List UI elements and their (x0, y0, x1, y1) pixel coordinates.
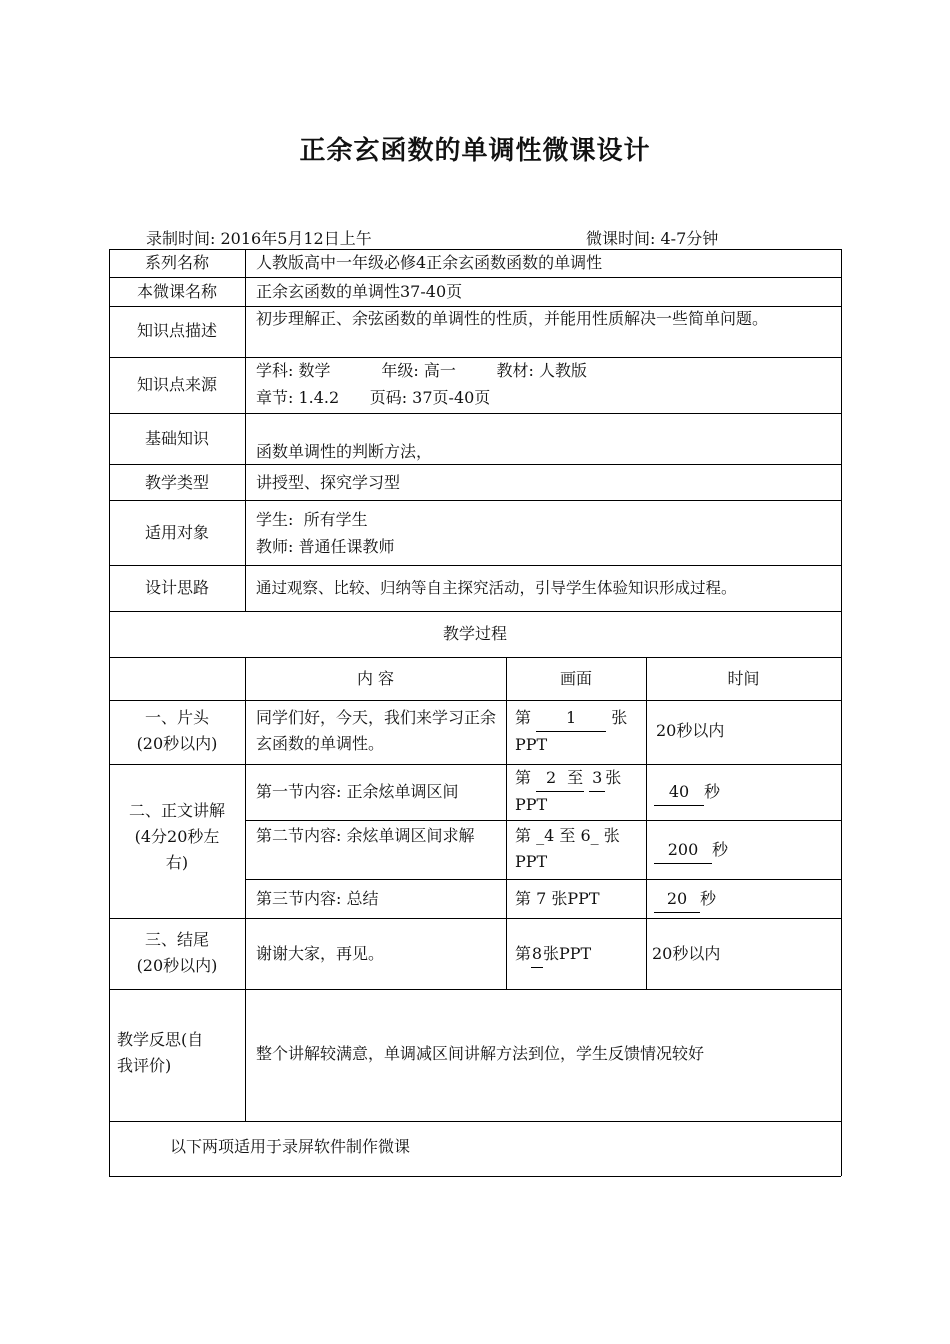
audience-teachers: 教师: 普通任课教师 (256, 537, 395, 556)
page-title: 正余玄函数的单调性微课设计 (299, 136, 651, 166)
section3-screen: 第 7 张PPT (515, 889, 600, 908)
source-line1: 学科: 数学 年级: 高一 教材: 人教版 (256, 361, 587, 380)
ending-content: 谢谢大家，再见。 (256, 944, 385, 963)
col-time-header: 时间 (727, 669, 760, 688)
section3-time: 20 秒 (654, 886, 716, 913)
col-content-header: 内 容 (356, 669, 395, 688)
description-label: 知识点描述 (136, 321, 217, 340)
col-screen-header: 画面 (559, 669, 592, 688)
section2-content: 第二节内容: 余炫单调区间求解 (256, 826, 475, 845)
series-label: 系列名称 (144, 253, 209, 272)
audience-label: 适用对象 (144, 523, 209, 542)
opening-label: 一、片头 (20秒以内) (136, 708, 218, 753)
section1-content: 第一节内容: 正余炫单调区间 (256, 782, 459, 801)
section1-screen: 第 2 至 3 张 PPT (515, 765, 643, 818)
opening-content: 同学们好，今天，我们来学习正余玄函数的单调性。 (256, 708, 497, 753)
source-label: 知识点来源 (136, 375, 217, 394)
section3-content: 第三节内容: 总结 (256, 889, 379, 908)
basics-value: 函数单调性的判断方法， (256, 442, 433, 461)
section1-time: 40 秒 (654, 779, 720, 806)
record-time: 录制时间: 2016年5月12日上午 (146, 229, 372, 248)
source-line2: 章节: 1.4.2 页码: 37页-40页 (256, 388, 491, 407)
audience-students: 学生: 所有学生 (256, 510, 368, 529)
body-label: 二、正文讲解 (4分20秒左 右) (128, 801, 225, 872)
lesson-name-label: 本微课名称 (136, 282, 217, 301)
design-value: 通过观察、比较、归纳等自主探究活动，引导学生体验知识形成过程。 (256, 579, 737, 597)
section2-time: 200 秒 (654, 837, 728, 864)
ending-time: 20秒以内 (652, 944, 721, 963)
opening-screen: 第 1 张 PPT (515, 705, 643, 758)
ending-screen: 第8张PPT (515, 941, 591, 968)
series-value: 人教版高中一年级必修4正余玄函数函数的单调性 (256, 253, 603, 272)
opening-time: 20秒以内 (656, 721, 725, 740)
reflection-value: 整个讲解较满意，单调减区间讲解方法到位，学生反馈情况较好 (256, 1044, 705, 1063)
description-value: 初步理解正、余弦函数的单调性的性质，并能用性质解决一些简单问题。 (256, 309, 769, 328)
section2-screen: 第 _4 至 6_ 张 PPT (515, 826, 620, 871)
design-label: 设计思路 (144, 578, 209, 597)
reflection-label: 教学反思(自 我评价) (117, 1030, 204, 1075)
basics-label: 基础知识 (144, 429, 209, 448)
footer-note: 以下两项适用于录屏软件制作微课 (170, 1137, 411, 1156)
type-value: 讲授型、探究学习型 (256, 473, 401, 492)
process-header: 教学过程 (442, 624, 507, 643)
lesson-name-value: 正余玄函数的单调性37-40页 (256, 282, 463, 301)
ending-label: 三、结尾 (20秒以内) (136, 930, 218, 975)
type-label: 教学类型 (144, 473, 209, 492)
lesson-duration: 微课时间: 4-7分钟 (586, 229, 719, 248)
